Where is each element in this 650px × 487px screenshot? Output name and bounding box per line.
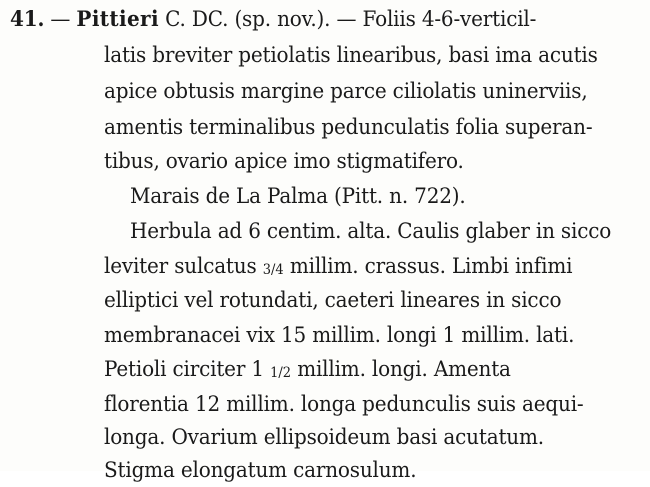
description-line: membranacei vix 15 millim. longi 1 millim. lati. — [104, 323, 575, 348]
description-text: Petioli circiter 1 — [104, 357, 271, 382]
description-line: elliptici vel rotundati, caeteri lineares in sicco — [104, 288, 562, 313]
species-author: C. DC. (sp. nov.). — [165, 7, 331, 32]
description-line: florentia 12 millim. longa pedunculis suis aequi- — [104, 392, 584, 417]
entry-number: 41. — [10, 7, 45, 32]
description-line: Herbula ad 6 centim. alta. Caulis glaber in sicco — [130, 219, 612, 244]
fraction-three-quarters: 3/4 — [262, 262, 284, 278]
description-line: Stigma elongatum carnosulum. — [104, 458, 417, 483]
diagnosis-start: Foliis 4-6-verticil- — [362, 7, 537, 32]
species-name: Pittieri — [76, 7, 159, 32]
description-text: millim. longi. Amenta — [291, 357, 511, 382]
description-line: longa. Ovarium ellipsoideum basi acutatum. — [104, 425, 544, 450]
diagnosis-line: tibus, ovario apice imo stigmatifero. — [104, 149, 464, 174]
fraction-one-half: 1/2 — [270, 365, 292, 381]
diagnosis-line: apice obtusis margine parce ciliolatis uninerviis, — [104, 79, 588, 104]
diagnosis-line: latis breviter petiolatis linearibus, basi ima acutis — [104, 43, 598, 68]
entry-heading-line — [10, 4, 536, 36]
author-dash: — — [336, 7, 357, 32]
description-text: millim. crassus. Limbi infimi — [283, 254, 573, 279]
description-line — [104, 251, 572, 285]
description-line — [104, 354, 511, 388]
locality-line: Marais de La Palma (Pitt. n. 722). — [130, 184, 466, 209]
heading-dash: — — [50, 7, 71, 32]
description-text: leviter sulcatus — [104, 254, 263, 279]
diagnosis-line: amentis terminalibus pedunculatis folia superan- — [104, 115, 593, 140]
